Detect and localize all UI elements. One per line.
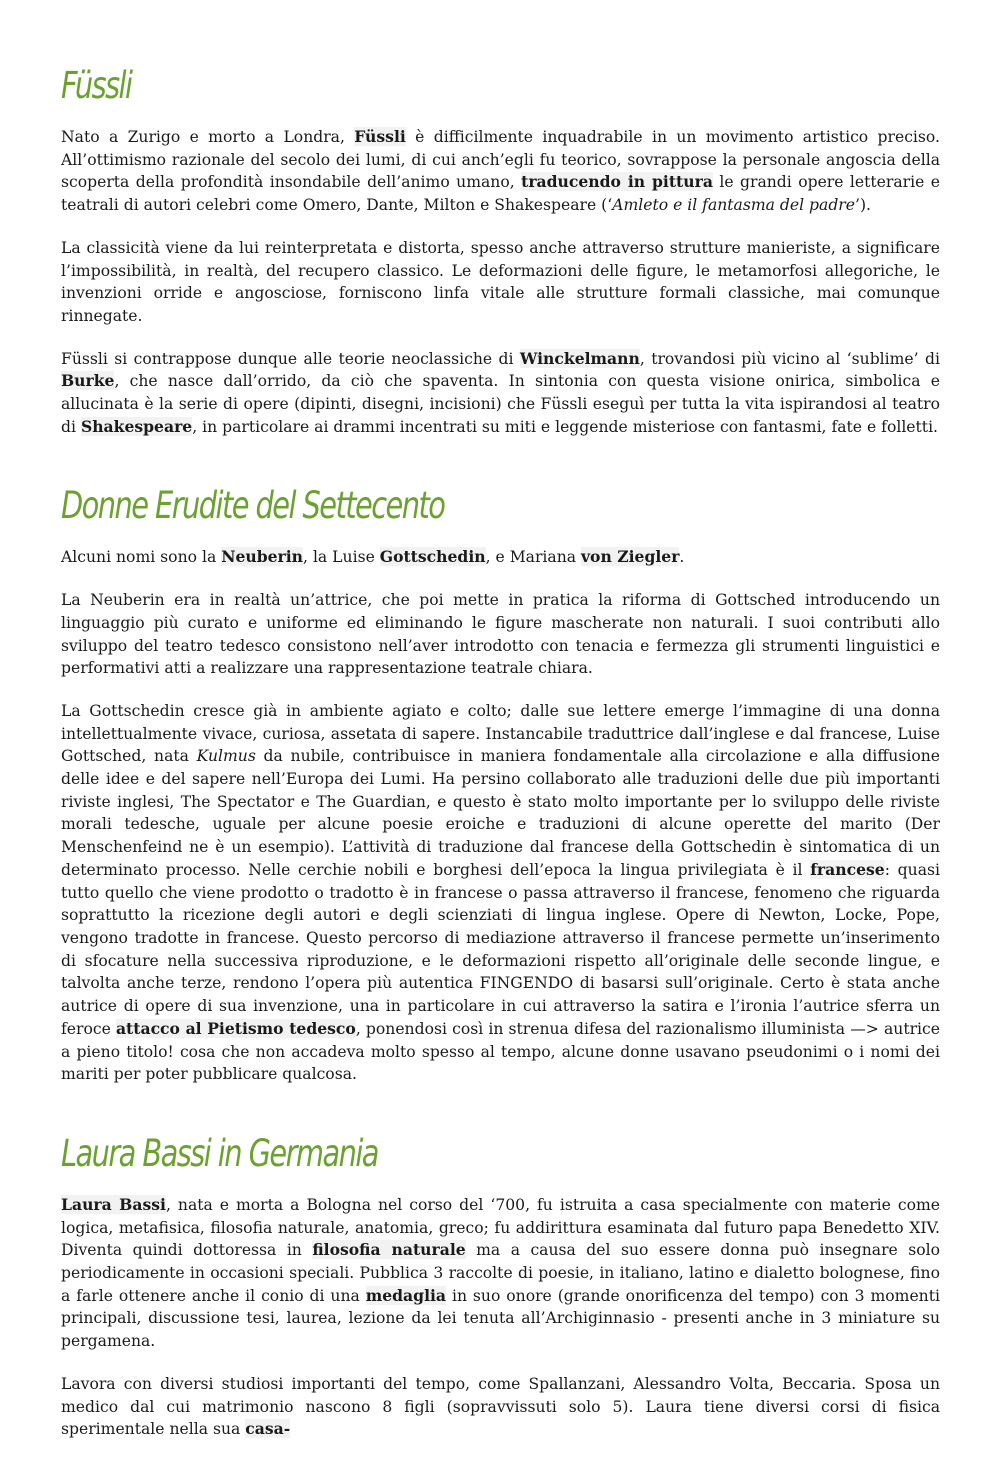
section-title: Donne Erudite del Settecento: [61, 484, 445, 528]
highlighted-term: Gottschedin: [379, 547, 486, 567]
highlighted-term: Füssli: [354, 127, 406, 146]
highlighted-term: Burke: [61, 371, 115, 391]
section-title: Füssli: [61, 64, 132, 107]
highlighted-term: traducendo in pittura: [521, 172, 713, 192]
highlighted-term: filosofia naturale: [312, 1240, 466, 1260]
paragraph: Lavora con diversi studiosi importanti del tempo, come Spallanzani, Alessandro Volta, Beccaria. Sposa un medico dal cui matrimonio nascono 8 figli (sopravvissuti solo 5). Laura tiene diversi corsi di fisica sperimentale nella sua casa-: [61, 1374, 940, 1439]
highlighted-term: Shakespeare: [80, 416, 193, 436]
highlighted-term: medaglia: [365, 1285, 447, 1305]
italic-title: Amleto e il fantasma del padre: [612, 196, 855, 215]
paragraph: Laura Bassi, nata e morta a Bologna nel corso del ‘700, fu istruita a casa specialmente con materie come logica, metafisica, filosofia naturale, anatomia, greco; fu addirittura esaminata dal futuro papa Benedetto XIV. Diventa quindi dottoressa in filosofia naturale ma a causa del suo essere donna può insegnare solo periodicamente in occasioni speciali. Pubblica 3 raccolte di poesie, in italiano, latino e dialetto bolognese, fino a farle ottenere anche il conio di una medaglia in suo onore (grande onorificenza del tempo) con 3 momenti principali, discussione tesi, laurea, lezione da lei tenuta all’Archiginnasio - presenti anche in 3 miniature su pergamena.: [61, 1194, 941, 1351]
paragraph: La Gottschedin cresce già in ambiente agiato e colto; dalle sue lettere emerge l’immagine di una donna intellettualmente vivace, curiosa, assetata di sapere. Instancabile traduttrice dall’inglese e dal francese, Luise Gottsched, nata Kulmus da nubile, contribuisce in maniera fondamentale alla circolazione e alla diffusione delle idee e del sapere nell’Europa dei Lumi. Ha persino collaborato alle traduzioni delle due più importanti riviste inglesi, The Spectator e The Guardian, e questo è stato molto importante per lo sviluppo delle riviste morali tedesche, uguale per alcune poesie eroiche e traduzioni di alcune operette del marito (Der Menschenfeind ne è un esempio). L’attività di traduzione dal francese della Gottschedin è sintomatica di un determinato processo. Nelle cerchie nobili e borghesi dell’epoca la lingua privilegiata è il francese: quasi tutto quello che viene prodotto o tradotto è in francese o passa attraverso il francese, fenomeno che riguarda soprattutto la ricezione degli autori e degli scienziati di lingua inglese. Opere di Newton, Locke, Pope, vengono tradotte in francese. Questo percorso di mediazione attraverso il francese permette un’inserimento di sfocature nella successiva riproduzione, e le deformazioni rispetto all’originale delle seconde lingue, e talvolta anche terze, rendono l’opera più autentica FINGENDO di basarsi sull’originale. Certo è stata anche autrice di opere di sua invenzione, una in particolare in cui attraverso la satira e l’ironia l’autrice sferra un feroce attacco al Pietismo tedesco, ponendosi così in strenua difesa del razionalismo illuminista —> autrice a pieno titolo! cosa che non accadeva molto spesso al tempo, alcune donne usavano pseudonimi o i nomi dei mariti per poter pubblicare qualcosa.: [61, 701, 940, 1084]
italic-title: Kulmus: [196, 747, 256, 766]
highlighted-term: Laura Bassi: [61, 1194, 166, 1214]
paragraph: La classicità viene da lui reinterpretata e distorta, spesso anche attraverso strutture manieriste, a significare l’impossibilità, in realtà, del recupero classico. Le deformazioni delle figure, le metamorfosi allegoriche, le invenzioni orride e angosciose, forniscono linfa vitale alle strutture formali classiche, mai comunque rinnegate.: [61, 238, 940, 325]
highlighted-term: Winckelmann: [519, 348, 640, 368]
highlighted-term: Neuberin: [221, 547, 304, 567]
paragraph: Füssli si contrappose dunque alle teorie neoclassiche di Winckelmann, trovandosi più vicino al ‘sublime’ di Burke, che nasce dall’orrido, da ciò che spaventa. In sintonia con questa visione onirica, simbolica e allucinata è la serie di opere (dipinti, disegni, incisioni) che Füssli eseguì per tutta la vita ispirandosi al teatro di Shakespeare, in particolare ai drammi incentrati su miti e leggende misteriose con fantasmi, fate e folletti.: [61, 348, 940, 436]
highlighted-term: francese: [810, 859, 885, 879]
section-laura-bassi: [61, 1126, 940, 1441]
document-page: [61, 58, 940, 1461]
highlighted-term: von Ziegler: [581, 547, 680, 567]
section-title: Laura Bassi in Germania: [61, 1131, 378, 1175]
highlighted-term: casa-: [245, 1419, 291, 1439]
paragraph: La Neuberin era in realtà un’attrice, che poi mette in pratica la riforma di Gottsched introducendo un linguaggio più curato e uniforme ed eliminando le figure mascherate non naturali. I suoi contributi allo sviluppo del teatro tedesco consistono nell’aver introdotto con tenacia e fermezza gli strumenti linguistici e performativi atti a realizzare una rappresentazione teatrale chiara.: [61, 591, 940, 678]
highlighted-term: attacco al Pietismo tedesco: [115, 1018, 356, 1038]
section-fussli: [61, 58, 940, 438]
paragraph: Nato a Zurigo e morto a Londra, Füssli è difficilmente inquadrabile in un movimento artistico preciso. All’ottimismo razionale del secolo dei lumi, di cui anch’egli fu teorico, sovrappose la personale angoscia della scoperta della profondità insondabile dell’animo umano, traducendo in pittura le grandi opere letterarie e teatrali di autori celebri come Omero, Dante, Milton e Shakespeare (‘Amleto e il fantasma del padre’).: [61, 127, 940, 215]
section-donne-erudite: [61, 478, 940, 1085]
paragraph: Alcuni nomi sono la Neuberin, la Luise Gottschedin, e Mariana von Ziegler.: [61, 547, 685, 567]
